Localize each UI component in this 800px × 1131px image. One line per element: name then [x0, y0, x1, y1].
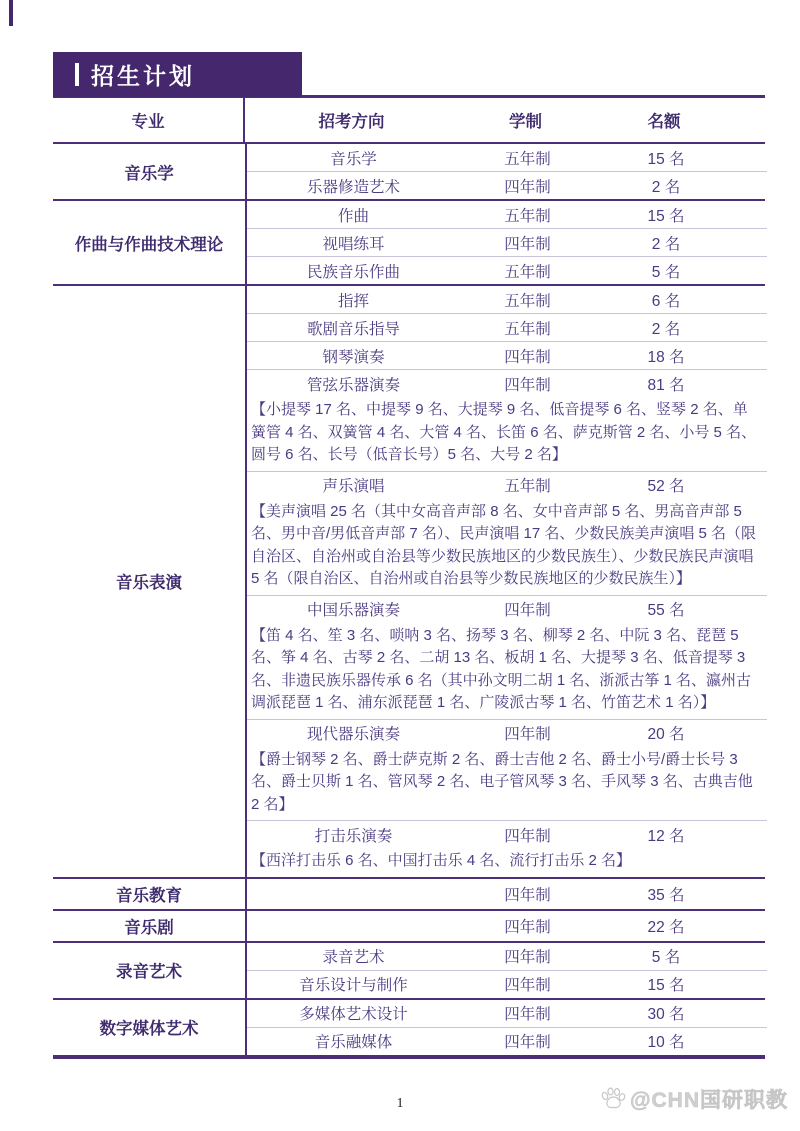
header-major: 专业 [53, 98, 245, 142]
table-row [247, 228, 767, 256]
section-title-banner [53, 52, 302, 97]
direction-cell: 现代器乐演奏 [306, 726, 400, 743]
table-row [247, 171, 767, 199]
direction-cell: 指挥 [337, 292, 369, 310]
duration-cell: 四年制 [504, 1006, 551, 1023]
direction-cell: 录音艺术 [322, 949, 385, 966]
major-label: 音乐剧 [53, 911, 247, 941]
duration-cell: 四年制 [504, 918, 551, 936]
quota-cell: 2 名 [651, 320, 681, 338]
table-row [247, 970, 767, 998]
duration-cell: 四年制 [504, 726, 551, 743]
quota-breakdown-note: 【美声演唱 25 名（其中女高音声部 8 名、女中音声部 5 名、男高音声部 5 名、男中音/男低音声部 7 名）、民声演唱 17 名、少数民族美声演唱 5 名（限自治区、自治州或自治县等少数民族地区的少数民族生）、少数民族民声演唱 5 名（限自治区、自治州或自治县等少数民族地区的少数民族生）】 [251, 502, 757, 587]
section-rows [247, 879, 767, 909]
duration-cell: 五年制 [504, 207, 551, 225]
quota-cell: 18 名 [647, 348, 685, 366]
quota-cell: 5 名 [651, 949, 681, 966]
section-rows [247, 144, 767, 199]
table-row [247, 1000, 767, 1027]
direction-cell: 视唱练耳 [322, 235, 385, 253]
quota-cell: 35 名 [647, 886, 685, 904]
section-rows [247, 1000, 767, 1055]
direction-cell: 声乐演唱 [322, 478, 385, 495]
table-row [247, 911, 767, 941]
duration-cell: 四年制 [504, 827, 551, 845]
table-header-row [53, 98, 765, 144]
table-section [53, 879, 765, 911]
table-section [53, 201, 765, 286]
header-direction: 招考方向 [318, 113, 385, 131]
quota-cell: 15 名 [647, 207, 685, 225]
quota-cell: 52 名 [647, 478, 685, 495]
section-rows [247, 286, 767, 877]
quota-cell: 2 名 [651, 178, 681, 196]
direction-cell: 多媒体艺术设计 [299, 1006, 408, 1023]
corner-mark [9, 0, 13, 26]
section-rows [247, 943, 767, 998]
table-body [53, 144, 765, 1055]
table-row [247, 471, 767, 499]
duration-cell: 五年制 [504, 263, 551, 281]
duration-cell: 五年制 [504, 320, 551, 338]
table-section [53, 1000, 765, 1055]
quota-cell: 15 名 [647, 150, 685, 168]
major-label: 音乐教育 [53, 879, 247, 909]
table-section [53, 286, 765, 879]
table-section [53, 911, 765, 943]
duration-cell: 五年制 [504, 150, 551, 168]
table-row [247, 313, 767, 341]
duration-cell: 四年制 [504, 348, 551, 366]
baidu-paw-icon [600, 1086, 626, 1112]
direction-cell: 音乐设计与制作 [299, 977, 408, 994]
direction-cell: 音乐融媒体 [314, 1034, 393, 1051]
header-duration: 学制 [509, 113, 542, 131]
duration-cell: 四年制 [504, 376, 551, 394]
direction-cell: 民族音乐作曲 [306, 263, 400, 281]
table-section [53, 943, 765, 1000]
quota-cell: 5 名 [651, 263, 681, 281]
major-label: 音乐表演 [53, 286, 247, 877]
direction-cell: 钢琴演奏 [322, 348, 385, 366]
quota-breakdown-note: 【西洋打击乐 6 名、中国打击乐 4 名、流行打击乐 2 名】 [251, 852, 632, 869]
quota-cell: 15 名 [647, 977, 685, 994]
table-row [247, 286, 767, 313]
header-quota: 名额 [647, 113, 681, 131]
title-bar-icon [75, 63, 79, 86]
table-row [247, 879, 767, 909]
duration-cell: 五年制 [504, 292, 551, 310]
table-row [247, 719, 767, 747]
page-title: 招生计划 [91, 63, 195, 89]
major-label: 数字媒体艺术 [53, 1000, 247, 1055]
quota-cell: 22 名 [647, 918, 685, 936]
table-row [247, 595, 767, 623]
quota-cell: 10 名 [647, 1034, 685, 1051]
direction-cell: 歌剧音乐指导 [306, 320, 400, 338]
quota-cell: 2 名 [651, 235, 681, 253]
table-section [53, 144, 765, 201]
table-row [247, 943, 767, 970]
watermark [600, 1084, 788, 1114]
duration-cell: 四年制 [504, 949, 551, 966]
watermark-text: @CHN国研职教 [630, 1089, 788, 1112]
table-row [247, 820, 767, 848]
section-rows [247, 911, 767, 941]
table-row [247, 341, 767, 369]
table-row [247, 144, 767, 171]
major-label: 录音艺术 [53, 943, 247, 998]
duration-cell: 四年制 [504, 886, 551, 904]
duration-cell: 四年制 [504, 178, 551, 196]
duration-cell: 四年制 [504, 1034, 551, 1051]
quota-cell: 30 名 [647, 1006, 685, 1023]
quota-breakdown-note: 【爵士钢琴 2 名、爵士萨克斯 2 名、爵士吉他 2 名、爵士小号/爵士长号 3 名、爵士贝斯 1 名、管风琴 2 名、电子管风琴 3 名、手风琴 3 名、古典吉他 2 名】 [251, 750, 753, 813]
duration-cell: 四年制 [504, 602, 551, 619]
direction-cell: 作曲 [337, 207, 369, 225]
quota-cell: 12 名 [647, 827, 685, 845]
quota-breakdown-note: 【笛 4 名、笙 3 名、唢呐 3 名、扬琴 3 名、柳琴 2 名、中阮 3 名、琵琶 5 名、筝 4 名、古琴 2 名、二胡 13 名、板胡 1 名、大提琴 3 名、低音提琴 3 名、非遗民族乐器传承 6 名（其中孙文明二胡 1 名、浙派古筝 1 名、瀛州古调派琵琶 1 名、浦东派琵琶 1 名、广陵派古琴 1 名、竹笛艺术 1 名）】 [251, 626, 752, 711]
duration-cell: 五年制 [504, 478, 551, 495]
direction-cell: 乐器修造艺术 [306, 178, 400, 196]
section-rows [247, 201, 767, 284]
direction-cell: 音乐学 [330, 150, 377, 168]
table-row [247, 256, 767, 284]
major-label: 作曲与作曲技术理论 [53, 201, 247, 284]
direction-cell: 打击乐演奏 [314, 827, 393, 845]
enrollment-plan-table [53, 95, 765, 1059]
table-row [247, 201, 767, 228]
duration-cell: 四年制 [504, 977, 551, 994]
direction-cell: 管弦乐器演奏 [306, 376, 400, 394]
table-row [247, 369, 767, 397]
quota-cell: 20 名 [647, 726, 685, 743]
quota-cell: 81 名 [647, 376, 685, 394]
table-row [247, 1027, 767, 1055]
duration-cell: 四年制 [504, 235, 551, 253]
major-label: 音乐学 [53, 144, 247, 199]
page-number: 1 [396, 1096, 404, 1111]
quota-cell: 6 名 [651, 292, 681, 310]
direction-cell: 中国乐器演奏 [306, 602, 400, 619]
quota-cell: 55 名 [647, 602, 685, 619]
quota-breakdown-note: 【小提琴 17 名、中提琴 9 名、大提琴 9 名、低音提琴 6 名、竖琴 2 名、单簧管 4 名、双簧管 4 名、大管 4 名、长笛 6 名、萨克斯管 2 名、小号 5 名、圆号 6 名、长号（低音长号）5 名、大号 2 名】 [251, 401, 757, 463]
